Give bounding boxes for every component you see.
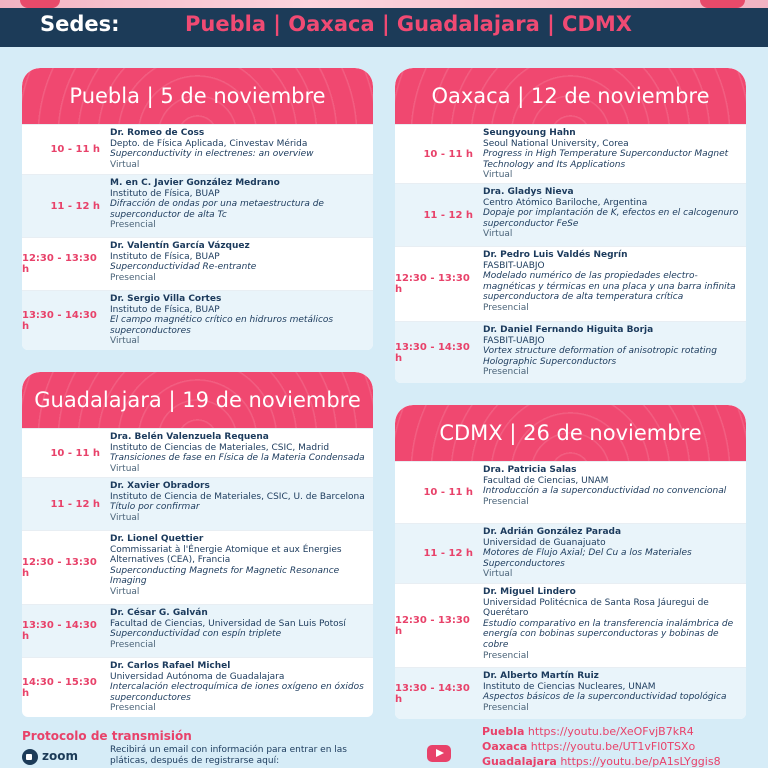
zoom-instructions: Recibirá un email con información para entrar en las pláticas, después de registrarse aquí: — [110, 745, 347, 766]
stream-url[interactable]: https://youtu.be/XeOFvjB7kR4 — [527, 725, 694, 738]
sedes-label: Sedes: — [40, 12, 120, 36]
time-slot: 11 - 12 h — [50, 200, 100, 212]
stream-link-guadalajara[interactable]: Guadalajara https://youtu.be/pA1sLYggis8 — [482, 755, 721, 768]
mode: Presencial — [110, 639, 156, 650]
time-slot: 10 - 11 h — [50, 447, 100, 459]
speaker-name: Dr. Daniel Fernando Higuita Borja — [483, 325, 654, 335]
time-slot: 13:30 - 14:30 h — [395, 341, 470, 364]
stream-link-oaxaca[interactable]: Oaxaca https://youtu.be/UT1vFl0TSXo — [482, 740, 696, 753]
talk-title: Introducción a la superconductividad no convencional — [483, 486, 727, 497]
time-slot: 12:30 - 13:30 h — [395, 273, 470, 295]
affiliation: Universidad Politécnica de Santa Rosa Jáuregui de Querétaro — [483, 597, 709, 619]
speaker-name: Dra. Belén Valenzuela Requena — [110, 432, 269, 442]
mode: Virtual — [483, 170, 513, 181]
card-header — [395, 405, 746, 461]
decorative-blob — [20, 0, 60, 8]
table-row — [395, 183, 746, 246]
card-title: Guadalajara | 19 de noviembre — [34, 388, 361, 412]
talk-title: Título por confirmar — [110, 502, 200, 513]
schedule-card-oaxaca — [395, 68, 746, 383]
zoom-camera-icon — [22, 749, 38, 765]
mode: Virtual — [110, 586, 140, 597]
schedule-card-cdmx — [395, 405, 746, 719]
affiliation: FASBIT-UABJO — [483, 335, 545, 346]
talk-title: Transiciones de fase en Física de la Materia Condensada — [110, 453, 365, 464]
sedes-cities: Puebla | Oaxaca | Guadalajara | CDMX — [185, 12, 632, 36]
mode: Presencial — [110, 703, 156, 714]
decorative-strip — [0, 0, 768, 8]
time-slot: 10 - 11 h — [423, 148, 473, 160]
table-row — [395, 523, 746, 583]
mode: Presencial — [483, 367, 529, 378]
table-row — [22, 604, 373, 657]
time-slot: 11 - 12 h — [423, 209, 473, 221]
time-slot: 13:30 - 14:30 h — [395, 682, 470, 705]
stream-url[interactable]: https://youtu.be/UT1vFl0TSXo — [530, 740, 696, 753]
talk-title: Modelado numérico de las propiedades electro-magnéticas y térmicas en una placa y una barra infinita superconductora de alta temperatura crítica — [483, 271, 736, 303]
talk-title: Estudio comparativo en la transferencia inalámbrica de energía con bobinas superconductoras y bobinas de cobre — [483, 618, 734, 650]
card-title: Oaxaca | 12 de noviembre — [431, 84, 710, 108]
affiliation: Facultad de Ciencias, Universidad de San Luis Potosí — [110, 618, 346, 629]
speaker-name: M. en C. Javier González Medrano — [110, 178, 280, 188]
table-row — [395, 583, 746, 667]
speaker-name: Dr. Lionel Quettier — [110, 534, 204, 544]
table-row — [395, 461, 746, 523]
time-slot: 12:30 - 13:30 h — [22, 556, 97, 579]
affiliation: Instituto de Ciencias Nucleares, UNAM — [483, 681, 656, 692]
time-slot: 12:30 - 13:30 h — [395, 614, 470, 637]
speaker-name: Dr. Valentín García Vázquez — [110, 241, 250, 251]
speaker-name: Dr. Alberto Martín Ruiz — [483, 671, 599, 681]
speaker-name: Dr. Sergio Villa Cortes — [110, 294, 222, 304]
time-slot: 13:30 - 14:30 h — [22, 620, 97, 642]
stream-link-puebla[interactable]: Puebla https://youtu.be/XeOFvjB7kR4 — [482, 725, 694, 738]
talk-title: Superconductividad con espín triplete — [110, 629, 282, 640]
mode: Virtual — [110, 512, 140, 523]
table-row — [22, 530, 373, 604]
table-row — [395, 321, 746, 383]
mode: Presencial — [483, 702, 529, 713]
mode: Presencial — [110, 220, 156, 231]
top-banner — [0, 0, 768, 47]
stream-links — [482, 724, 721, 768]
time-slot: 13:30 - 14:30 h — [22, 309, 97, 332]
table-row — [22, 290, 373, 350]
speaker-name: Seungyoung Hahn — [483, 128, 576, 138]
mode: Virtual — [110, 159, 140, 170]
talk-title: Difracción de ondas por una metaestructura de superconductor de alta Tc — [110, 199, 324, 220]
affiliation: Instituto de Física, BUAP — [110, 188, 220, 199]
schedule-card-puebla — [22, 68, 373, 350]
speaker-name: Dr. Xavier Obradors — [110, 481, 210, 491]
table-row — [22, 237, 373, 290]
protocol-section — [22, 729, 347, 766]
mode: Virtual — [110, 463, 140, 474]
talk-title: Progress in High Temperature Superconductor Magnet Technology and Its Applications — [483, 149, 729, 170]
mode: Virtual — [483, 569, 513, 580]
decorative-blob — [700, 0, 745, 8]
stream-url[interactable]: https://youtu.be/pA1sLYggis8 — [560, 755, 721, 768]
mode: Presencial — [483, 650, 529, 661]
time-slot: 11 - 12 h — [423, 548, 473, 559]
speaker-name: Dra. Patricia Salas — [483, 465, 577, 475]
time-slot: 14:30 - 15:30 h — [22, 676, 97, 699]
speaker-name: Dr. Miguel Lindero — [483, 587, 576, 597]
affiliation: Instituto de Ciencias de Materiales, CSIC, Madrid — [110, 442, 330, 453]
table-row — [22, 174, 373, 237]
affiliation: Universidad Autónoma de Guadalajara — [110, 671, 285, 682]
talk-title: Dopaje por implantación de K, efectos en el calcogenuro superconductor FeSe — [483, 208, 739, 229]
zoom-logo: zoom — [42, 749, 78, 763]
mode: Presencial — [483, 302, 529, 313]
speaker-name: Dr. Carlos Rafael Michel — [110, 661, 231, 671]
youtube-play-icon — [427, 745, 451, 762]
affiliation: Seoul National University, Corea — [483, 138, 629, 149]
table-row — [395, 246, 746, 321]
protocol-title: Protocolo de transmisión — [22, 729, 192, 743]
table-row — [22, 124, 373, 174]
affiliation: Instituto de Física, BUAP — [110, 251, 220, 262]
mode: Presencial — [483, 496, 529, 507]
time-slot: 10 - 11 h — [50, 144, 100, 155]
speaker-name: Dr. Pedro Luis Valdés Negrín — [483, 250, 628, 260]
affiliation: Depto. de Física Aplicada, Cinvestav Mérida — [110, 138, 308, 149]
talk-title: Vortex structure deformation of anisotropic rotating Holographic Superconductors — [483, 346, 717, 367]
time-slot: 12:30 - 13:30 h — [22, 253, 97, 275]
table-row — [395, 667, 746, 719]
time-slot: 11 - 12 h — [50, 498, 100, 510]
affiliation: Commissariat à l'Énergie Atomique et aux Énergies Alternatives (CEA), Francia — [110, 544, 342, 566]
table-row — [22, 428, 373, 477]
card-title: CDMX | 26 de noviembre — [439, 421, 702, 445]
affiliation: Universidad de Guanajuato — [483, 537, 606, 548]
affiliation: Instituto de Ciencia de Materiales, CSIC, U. de Barcelona — [110, 491, 365, 502]
talk-title: Superconductividad Re-entrante — [110, 262, 257, 273]
talk-title: El campo magnético crítico en hidruros metálicos superconductores — [110, 315, 334, 336]
card-header — [22, 68, 373, 124]
talk-title: Superconducting Magnets for Magnetic Resonance Imaging — [110, 565, 340, 587]
table-row — [22, 657, 373, 717]
time-slot: 10 - 11 h — [423, 487, 473, 498]
talk-title: Aspectos básicos de la superconductividad topológica — [483, 692, 727, 703]
table-row — [22, 477, 373, 530]
table-row — [395, 124, 746, 183]
card-header — [22, 372, 373, 428]
speaker-name: Dra. Gladys Nieva — [483, 187, 574, 197]
affiliation: FASBIT-UABJO — [483, 260, 545, 271]
mode: Virtual — [483, 229, 513, 240]
talk-title: Intercalación electroquímica de iones oxígeno en óxidos superconductores — [110, 682, 364, 703]
affiliation: Centro Atómico Bariloche, Argentina — [483, 197, 648, 208]
speaker-name: Dr. César G. Galván — [110, 608, 208, 618]
affiliation: Facultad de Ciencias, UNAM — [483, 475, 609, 486]
card-title: Puebla | 5 de noviembre — [69, 84, 326, 108]
speaker-name: Dr. Romeo de Coss — [110, 128, 205, 138]
mode: Presencial — [110, 272, 156, 283]
card-header — [395, 68, 746, 124]
talk-title: Superconductivity in electrenes: an overview — [110, 149, 314, 160]
mode: Virtual — [110, 336, 140, 347]
schedule-card-guadalajara — [22, 372, 373, 717]
talk-title: Motores de Flujo Axial; Del Cu a los Materiales Superconductores — [483, 548, 692, 569]
speaker-name: Dr. Adrián González Parada — [483, 527, 622, 537]
affiliation: Instituto de Física, BUAP — [110, 304, 220, 315]
